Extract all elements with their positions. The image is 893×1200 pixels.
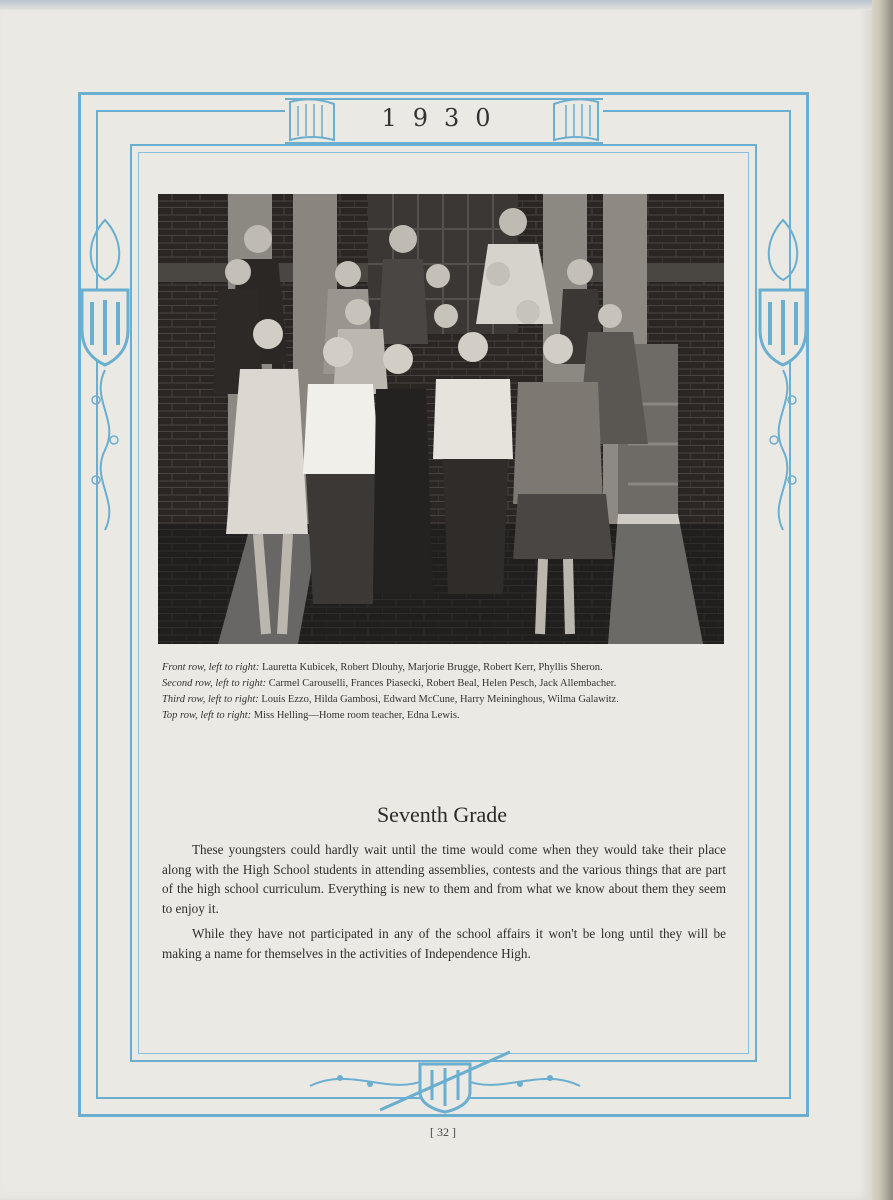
bottom-torch-ornament-icon bbox=[300, 1046, 590, 1114]
year-heading: 1930 bbox=[381, 104, 507, 132]
page-number: [ 32 ] bbox=[430, 1125, 456, 1139]
left-shield-ornament-icon bbox=[76, 210, 134, 540]
body-paragraph: While they have not participated in any of the school affairs it won't be long until they will be making a name for themselves in the activities of Independence High. bbox=[162, 926, 726, 961]
caption-row-front: Front row, left to right: Lauretta Kubicek, Robert Dlouhy, Marjorie Brugge, Robert Kerr, Phyllis Sheron. bbox=[162, 662, 603, 673]
section-body bbox=[162, 840, 726, 969]
caption-row-top: Top row, left to right: Miss Helling—Home room teacher, Edna Lewis. bbox=[162, 710, 460, 721]
right-shield-ornament-icon bbox=[754, 210, 812, 540]
section-title: Seventh Grade bbox=[376, 802, 508, 827]
caption-row-third: Third row, left to right: Louis Ezzo, Hilda Gambosi, Edward McCune, Harry Meininghous, Wilma Galawitz. bbox=[162, 694, 619, 705]
class-group-photo bbox=[158, 194, 724, 644]
photo-caption bbox=[162, 660, 730, 724]
group-photo-image bbox=[158, 194, 724, 644]
page-top-strip bbox=[0, 0, 872, 10]
book-page-edge bbox=[872, 0, 893, 1200]
caption-row-second: Second row, left to right: Carmel Carouselli, Frances Piasecki, Robert Beal, Helen Pesch, Jack Allembacher. bbox=[162, 678, 617, 689]
body-paragraph: These youngsters could hardly wait until the time would come when they would take their place along with the High School students in attending assemblies, contests and the various things that are part of the high school curriculum. Everything is new to them and from what we know about them they seem to enjoy it. bbox=[162, 842, 726, 916]
